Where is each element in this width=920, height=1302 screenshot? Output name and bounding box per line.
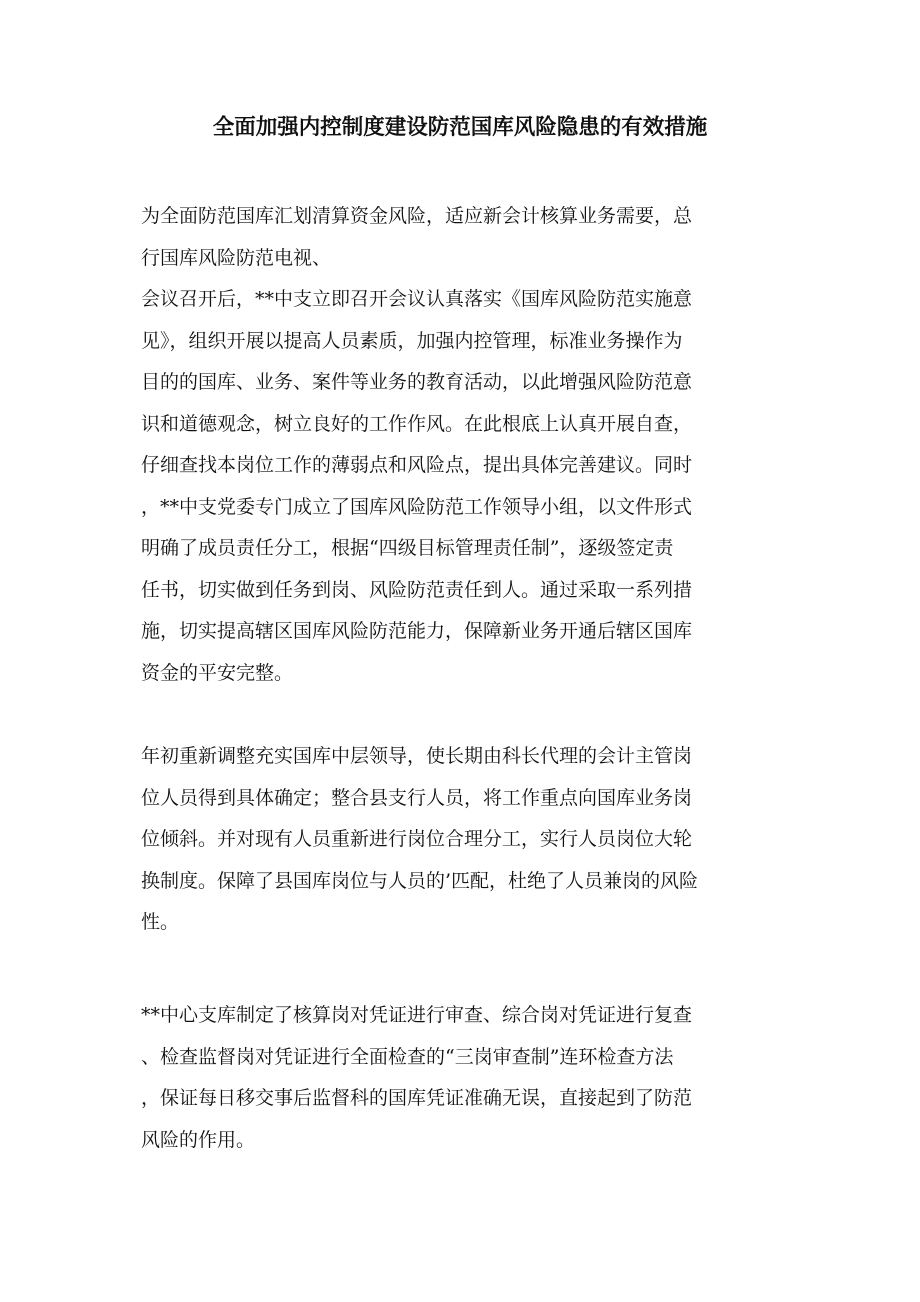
paragraph-1: [141, 196, 781, 694]
paragraph-2: [141, 736, 781, 944]
paragraph-line: 任书，切实做到任务到岗、风险防范责任到人。通过采取一系列措: [141, 578, 693, 601]
paragraph-line: 行国库风险防范电视、: [141, 246, 332, 269]
paragraph-line: **中心支库制定了核算岗对凭证进行审查、综合岗对凭证进行复查: [141, 1004, 693, 1026]
paragraph-line: 性。: [141, 911, 180, 933]
paragraph-line: ，保证每日移交事后监督科的国库凭证准确无误，直接起到了防范: [141, 1087, 693, 1109]
paragraph-line: 明确了成员责任分工，根据“四级目标管理责任制”，逐级签定责: [141, 537, 674, 559]
paragraph-line: 年初重新调整充实国库中层领导，使长期由科长代理的会计主管岗: [141, 745, 693, 767]
paragraph-line: 识和道德观念，树立良好的工作作风。在此根底上认真开展自查，: [141, 412, 693, 435]
paragraph-line: 会议召开后，**中支立即召开会议认真落实《国库风险防范实施意: [141, 288, 693, 310]
paragraph-line: ，**中支党委专门成立了国库风险防范工作领导小组，以文件形式: [141, 495, 693, 518]
paragraph-line: 目的的国库、业务、案件等业务的教育活动，以此增强风险防范意: [141, 371, 693, 393]
paragraph-line: 见》，组织开展以提高人员素质，加强内控管理，标准业务操作为: [141, 329, 683, 352]
paragraph-line: 资金的平安完整。: [141, 661, 294, 684]
paragraph-line: 为全面防范国库汇划清算资金风险，适应新会计核算业务需要，总: [141, 205, 693, 227]
document-title: 全面加强内控制度建设防范国库风险隐患的有效措施: [212, 115, 708, 140]
paragraph-3: [141, 995, 781, 1161]
paragraph-line: 仔细查找本岗位工作的薄弱点和风险点，提出具体完善建议。同时: [141, 454, 693, 476]
paragraph-line: 位人员得到具体确定；整合县支行人员，将工作重点向国库业务岗: [141, 786, 693, 809]
paragraph-line: 风险的作用。: [141, 1128, 256, 1151]
paragraph-line: 施，切实提高辖区国库风险防范能力，保障新业务开通后辖区国库: [141, 620, 693, 642]
paragraph-line: 、检查监督岗对凭证进行全面检查的“三岗审查制”连环检查方法: [141, 1045, 674, 1068]
paragraph-line: 换制度。保障了县国库岗位与人员的’匹配，杜绝了人员兼岗的风险: [141, 869, 699, 892]
paragraph-line: 位倾斜。并对现有人员重新进行岗位合理分工，实行人员岗位大轮: [141, 828, 693, 850]
